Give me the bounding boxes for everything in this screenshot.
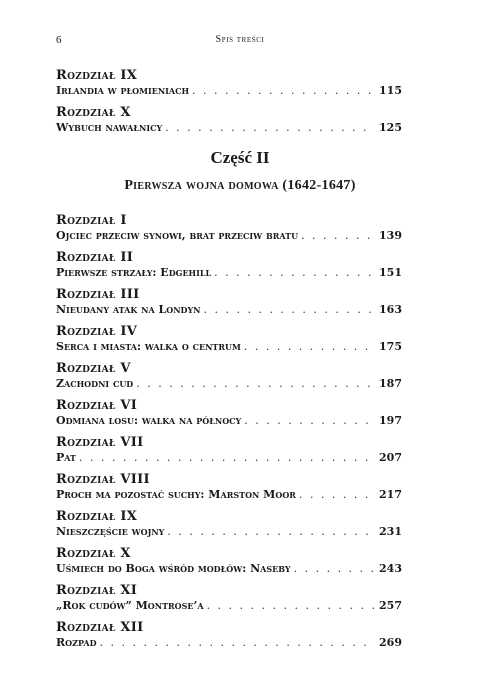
toc-row (56, 84, 402, 98)
chapter-title: Uśmiech do Boga wśród modłów: Naseby (56, 562, 291, 575)
chapter-heading: Rozdział IX (56, 68, 138, 83)
chapter-title: Nieudany atak na Londyn (56, 303, 201, 316)
dot-leader (299, 488, 375, 502)
dot-leader (192, 84, 375, 98)
page-ref: 217 (379, 488, 402, 501)
dot-leader (79, 451, 375, 465)
toc-row (56, 303, 402, 317)
dot-leader (203, 303, 375, 317)
dot-leader (294, 562, 375, 576)
chapter-heading: Rozdział I (56, 213, 127, 228)
toc-row (56, 525, 402, 539)
chapter-heading: Rozdział XII (56, 620, 144, 635)
chapter-heading: Rozdział III (56, 287, 140, 302)
dot-leader (207, 599, 375, 613)
toc-entry (56, 287, 402, 317)
toc-part2 (56, 213, 402, 657)
chapter-title: Nieszczęście wojny (56, 525, 165, 538)
page-ref: 257 (379, 599, 402, 612)
toc-row (56, 414, 402, 428)
toc-row (56, 377, 402, 391)
page-number: 6 (56, 34, 62, 46)
chapter-heading: Rozdział IV (56, 324, 138, 339)
chapter-heading: Rozdział II (56, 250, 134, 265)
running-head: Spis treści (215, 34, 265, 45)
toc-row (56, 451, 402, 465)
toc-entry (56, 361, 402, 391)
chapter-title: Pat (56, 451, 76, 464)
chapter-title: Rozpad (56, 636, 97, 649)
dot-leader (167, 525, 375, 539)
dot-leader (136, 377, 375, 391)
page-ref: 197 (379, 414, 402, 427)
toc-row (56, 488, 402, 502)
chapter-heading: Rozdział X (56, 105, 131, 120)
toc-entry (56, 620, 402, 650)
toc-top (56, 68, 402, 142)
chapter-title: Ojciec przeciw synowi, brat przeciw bratu (56, 229, 299, 242)
chapter-heading: Rozdział X (56, 546, 131, 561)
dot-leader (165, 121, 375, 135)
page-ref: 175 (379, 340, 402, 353)
chapter-title: Proch ma pozostać suchy: Marston Moor (56, 488, 296, 501)
chapter-heading: Rozdział XI (56, 583, 138, 598)
toc-row (56, 562, 402, 576)
part-subtitle: Pierwsza wojna domowa (1642-1647) (124, 178, 356, 193)
chapter-heading: Rozdział VI (56, 398, 138, 413)
chapter-title: Wybuch nawałnicy (56, 121, 163, 134)
chapter-heading: Rozdział IX (56, 509, 138, 524)
chapter-title: Zachodni cud (56, 377, 134, 390)
chapter-title: „Rok cudów” Montrose’a (56, 599, 204, 612)
toc-row (56, 229, 402, 243)
chapter-title: Irlandia w płomieniach (56, 84, 190, 97)
chapter-heading: Rozdział VIII (56, 472, 150, 487)
chapter-title: Pierwsze strzały: Edgehill (56, 266, 212, 279)
toc-entry (56, 250, 402, 280)
page-ref: 243 (379, 562, 402, 575)
chapter-title: Serca i miasta: walka o centrum (56, 340, 241, 353)
dot-leader (244, 414, 375, 428)
toc-entry (56, 68, 402, 98)
toc-row (56, 266, 402, 280)
dot-leader (244, 340, 375, 354)
toc-row (56, 340, 402, 354)
toc-entry (56, 583, 402, 613)
toc-entry (56, 398, 402, 428)
chapter-heading: Rozdział VII (56, 435, 144, 450)
toc-row (56, 636, 402, 650)
page-ref: 151 (379, 266, 402, 279)
page-ref: 187 (379, 377, 402, 390)
page-ref: 115 (379, 84, 402, 97)
chapter-title: Odmiana losu: walka na północy (56, 414, 242, 427)
page-ref: 139 (379, 229, 402, 242)
page-ref: 125 (379, 121, 402, 134)
toc-row (56, 121, 402, 135)
page-ref: 231 (379, 525, 402, 538)
toc-entry (56, 546, 402, 576)
toc-entry (56, 472, 402, 502)
toc-row (56, 599, 402, 613)
page-ref: 163 (379, 303, 402, 316)
chapter-heading: Rozdział V (56, 361, 131, 376)
dot-leader (214, 266, 375, 280)
toc-entry (56, 213, 402, 243)
dot-leader (100, 636, 376, 650)
dot-leader (301, 229, 375, 243)
page-ref: 269 (379, 636, 402, 649)
part-title: Część II (210, 148, 270, 167)
toc-entry (56, 509, 402, 539)
page-ref: 207 (379, 451, 402, 464)
toc-entry (56, 105, 402, 135)
toc-entry (56, 435, 402, 465)
toc-entry (56, 324, 402, 354)
